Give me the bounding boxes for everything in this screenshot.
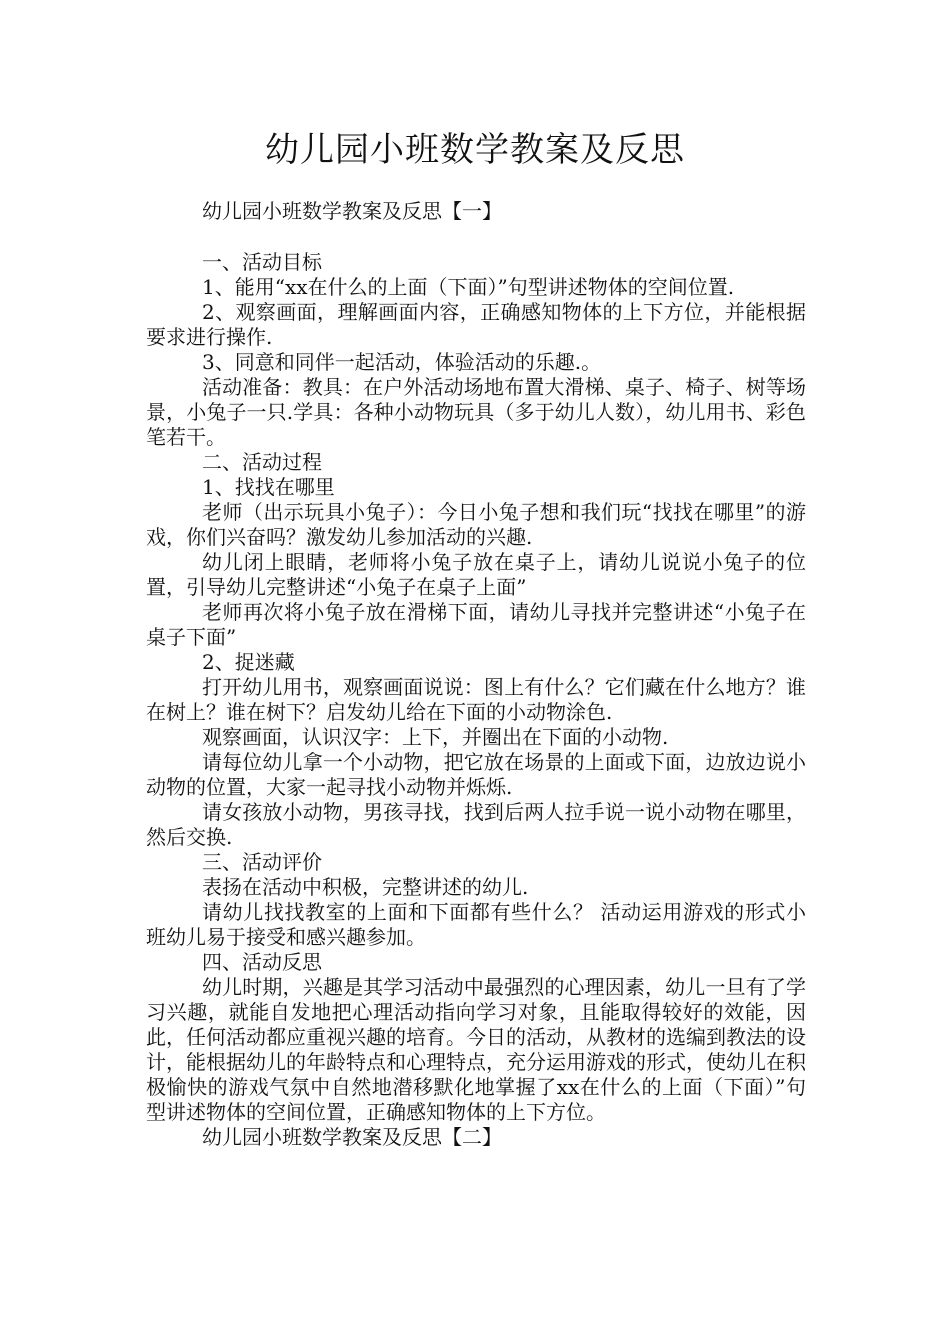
paragraph: 请女孩放小动物，男孩寻找，找到后两人拉手说一说小动物在哪里，然后交换.: [146, 800, 806, 849]
paragraph: 老师（出示玩具小兔子）：今日小兔子想和我们玩“找找在哪里”的游戏，你们兴奋吗？激发幼儿参加活动的兴趣.: [146, 500, 806, 549]
document-body: [146, 250, 806, 1150]
paragraph: 请每位幼儿拿一个小动物，把它放在场景的上面或下面，边放边说小动物的位置，大家一起寻找小动物并烁烁.: [146, 750, 806, 799]
paragraph: 请幼儿找找教室的上面和下面都有些什么？ 活动运用游戏的形式小班幼儿易于接受和感兴趣参加。: [146, 900, 806, 949]
paragraph: 1、能用“xx在什么的上面（下面）”句型讲述物体的空间位置.: [202, 275, 735, 299]
section-two-heading: 幼儿园小班数学教案及反思【二】: [202, 1125, 502, 1149]
paragraph: 幼儿闭上眼睛，老师将小兔子放在桌子上，请幼儿说说小兔子的位置，引导幼儿完整讲述“小兔子在桌子上面”: [146, 550, 806, 599]
paragraph: 观察画面，认识汉字：上下，并圈出在下面的小动物.: [202, 725, 669, 749]
paragraph: 四、活动反思: [202, 950, 322, 974]
paragraph: 表扬在活动中积极，完整讲述的幼儿.: [202, 875, 529, 899]
paragraph: 3、同意和同伴一起活动，体验活动的乐趣.。: [202, 350, 602, 374]
paragraph: 2、观察画面，理解画面内容，正确感知物体的上下方位，并能根据要求进行操作.: [146, 300, 806, 349]
section-one-heading: 幼儿园小班数学教案及反思【一】: [202, 199, 502, 223]
paragraph: 2、捉迷藏: [202, 650, 295, 674]
paragraph: 打开幼儿用书，观察画面说说：图上有什么？它们藏在什么地方？谁在树上？谁在树下？启发幼儿给在下面的小动物涂色.: [146, 675, 806, 724]
paragraph: 二、活动过程: [202, 450, 322, 474]
paragraph: 幼儿时期，兴趣是其学习活动中最强烈的心理因素，幼儿一旦有了学习兴趣，就能自发地把心理活动指向学习对象，且能取得较好的效能，因此，任何活动都应重视兴趣的培育。今日的活动，从教材的选编到教法的设计，能根据幼儿的年龄特点和心理特点，充分运用游戏的形式，使幼儿在积极愉快的游戏气氛中自然地潜移默化地掌握了xx在什么的上面（下面）”句型讲述物体的空间位置，正确感知物体的上下方位。: [146, 975, 806, 1124]
paragraph: 老师再次将小兔子放在滑梯下面，请幼儿寻找并完整讲述“小兔子在桌子下面”: [146, 600, 806, 649]
document-title: 幼儿园小班数学教案及反思: [265, 130, 685, 170]
paragraph: 活动准备：教具：在户外活动场地布置大滑梯、桌子、椅子、树等场景，小兔子一只.学具：各种小动物玩具（多于幼儿人数），幼儿用书、彩色笔若干。: [146, 375, 806, 449]
paragraph: 一、活动目标: [202, 250, 322, 274]
paragraph: 1、找找在哪里: [202, 475, 335, 499]
paragraph: 三、活动评价: [202, 850, 322, 874]
